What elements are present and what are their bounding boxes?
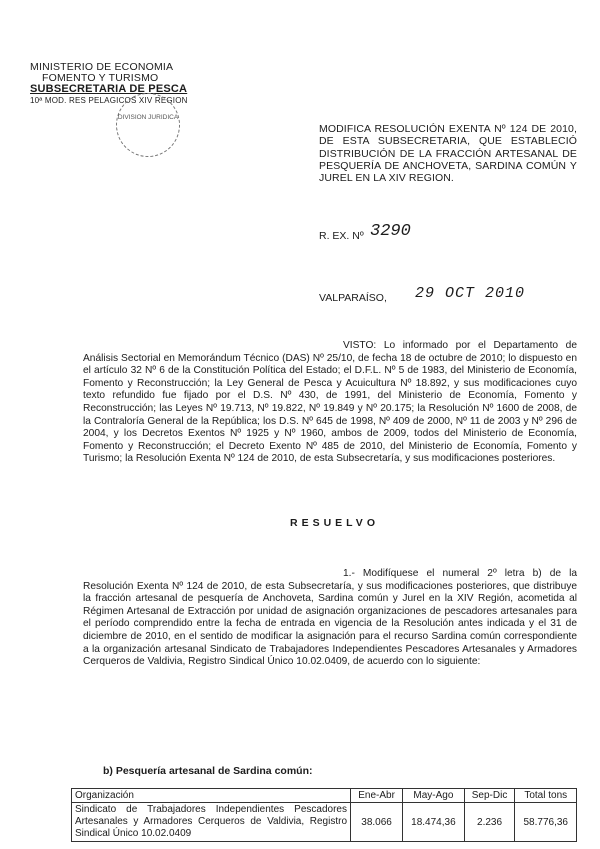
visto-paragraph: VISTO: Lo informado por el Departamento de Análisis Sectorial en Memorándum Técnico (DAS) Nº 25/10, de fecha 18 de octubre de 2010; lo dispuesto en el artículo 32 Nº 6 de la Constitución Política del Estado; el D.F.L. Nº 5 de 1983, del Ministerio de Economía, Fomento y Reconstrucción; la Ley General de Pesca y Acuicultura Nº 18.892, y sus modificaciones cuyo texto refundido fue fijado por el D.S. Nº 430, de 1991, del Ministerio de Economía, Fomento y Reconstrucción; las Leyes Nº 19.713, Nº 19.822, Nº 19.849 y Nº 20.175; la Resolución Nº 1600 de 2008, de la Contraloría General de la República; los D.S. Nº 645 de 1998, Nº 409 de 2000, Nº 11 de 2003 y Nº 296 de 2004, y los Decretos Exentos Nº 1925 y Nº 1960, ambos de 2009, todos del Ministerio de Economía, Fomento y Reconstrucción; el Decreto Exento Nº 485 de 2010, del Ministerio de Economía, Fomento y Turismo; la Resolución Exenta Nº 124 de 2010, de esta Subsecretaría, y sus modificaciones posteriores. [83,340,577,465]
column-header: Total tons [515,789,577,803]
table-header-row [72,789,577,803]
resolution-subject: MODIFICA RESOLUCIÓN EXENTA Nº 124 DE 2010, DE ESTA SUBSECRETARIA, QUE ESTABLECIÓ DISTRIBUCIÓN DE LA FRACCIÓN ARTESANAL DE PESQUERÍA DE ANCHOVETA, SARDINA COMÚN Y JUREL EN LA XIV REGION. [319,123,577,185]
column-header: Ene-Abr [351,789,403,803]
letterhead [30,62,220,106]
column-header: Sep-Dic [464,789,515,803]
document-reference: 10ª MOD. RES PELAGICOS XIV REGION [30,96,188,105]
division-stamp [116,93,180,157]
place: VALPARAÍSO, [319,292,387,304]
stamp-text: DIVISION JURIDICA [117,114,179,121]
sep-dic-cell: 2.236 [464,803,515,842]
total-cell: 58.776,36 [515,803,577,842]
resolution-label: R. EX. Nº [319,230,364,242]
ene-abr-cell: 38.066 [351,803,403,842]
ministry-name: MINISTERIO DE ECONOMIA [30,61,174,73]
subsection-heading: b) Pesquería artesanal de Sardina común: [103,765,313,777]
resolution-number: 3290 [370,222,411,241]
date-stamp: 29 OCT 2010 [415,285,526,302]
ministry-subtitle: FOMENTO Y TURISMO [42,72,159,84]
may-ago-cell: 18.474,36 [403,803,464,842]
column-header: Organización [72,789,351,803]
resuelvo-heading: RESUELVO [290,517,379,529]
article-1: 1.- Modifíquese el numeral 2º letra b) de la Resolución Exenta Nº 124 de 2010, de esta Subsecretaría, y sus modificaciones posteriores, que distribuye la fracción artesanal de pesquería de Anchoveta, Sardina común y Jurel en la XIV Región, acometida al Régimen Artesanal de Extracción por unidad de asignación organizaciones de pescadores artesanales para el período comprendido entre la fecha de entrada en vigencia de la Resolución antes indicada y el 31 de diciembre de 2010, en el sentido de modificar la asignación para el recurso Sardina común correspondiente a la organización artesanal Sindicato de Trabajadores Independientes Pescadores Artesanales y Armadores Cerqueros de Valdivia, Registro Sindical Único 10.02.0409, de acuerdo con lo siguiente: [83,568,577,668]
organization-cell: Sindicato de Trabajadores Independientes Pescadores Artesanales y Armadores Cerqueros de Valdivia, Registro Sindical Único 10.02.0409 [72,803,351,842]
allocation-table [71,788,577,842]
subsecretaria-name: SUBSECRETARIA DE PESCA [30,83,188,95]
table-row [72,803,577,842]
column-header: May-Ago [403,789,464,803]
